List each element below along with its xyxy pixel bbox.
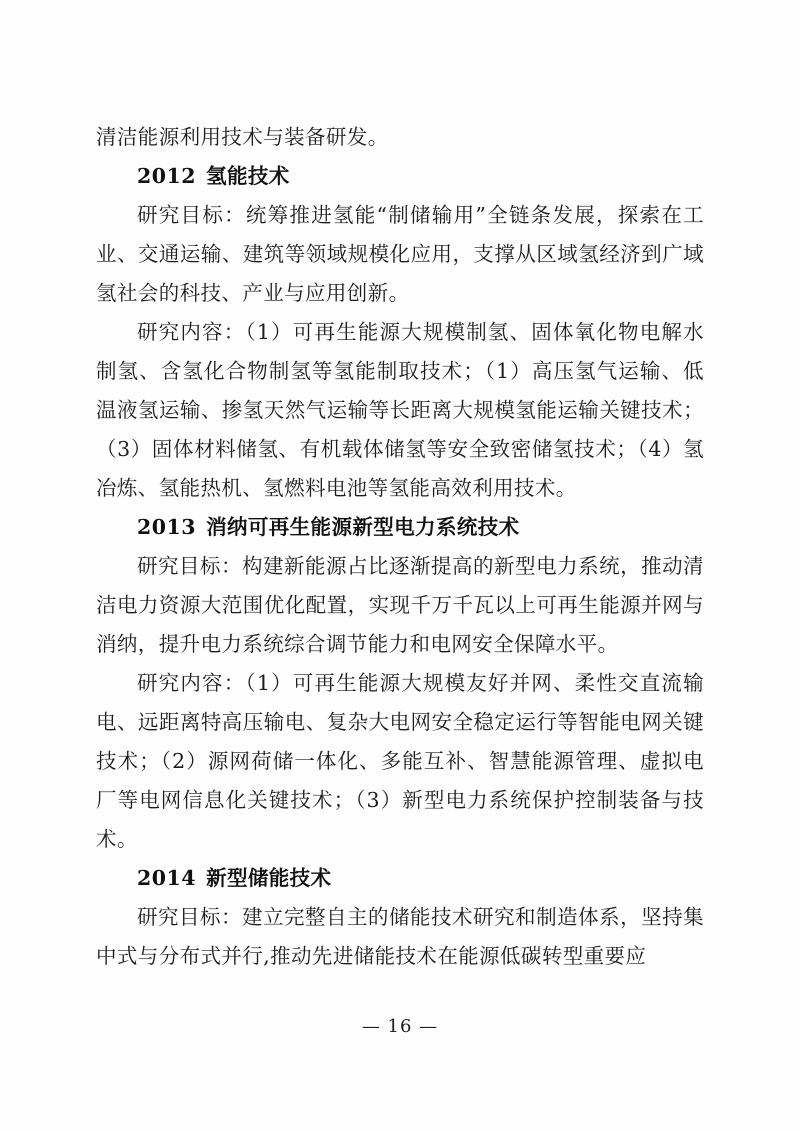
research-goal-2014: 研究目标：建立完整自主的储能技术研究和制造体系，坚持集中式与分布式并行,推动先进储能技术在能源低碳转型重要应 (96, 905, 704, 968)
section-title: 消纳可再生能源新型电力系统技术 (206, 515, 520, 539)
page-content (96, 118, 704, 976)
research-goal-2013: 研究目标：构建新能源占比逐渐提高的新型电力系统，推动清洁电力资源大范围优化配置，实现千万千瓦以上可再生能源并网与消纳，提升电力系统综合调节能力和电网安全保障水平。 (96, 554, 704, 656)
section-heading-2014 (96, 859, 704, 898)
section-title: 氢能技术 (206, 164, 290, 188)
research-content-2012: 研究内容：（1）可再生能源大规模制氢、固体氧化物电解水制氢、含氢化合物制氢等氢能制取技术；（1）高压氢气运输、低温液氢运输、掺氢天然气运输等长距离大规模氢能运输关键技术；（3）固体材料储氢、有机载体储氢等安全致密储氢技术；（4）氢冶炼、氢能热机、氢燃料电池等氢能高效利用技术。 (96, 320, 704, 500)
research-goal-2012: 研究目标：统筹推进氢能“制储输用”全链条发展，探索在工业、交通运输、建筑等领域规模化应用，支撑从区域氢经济到广域氢社会的科技、产业与应用创新。 (96, 203, 704, 305)
research-content-2013: 研究内容：（1）可再生能源大规模友好并网、柔性交直流输电、远距离特高压输电、复杂大电网安全稳定运行等智能电网关键技术；（2）源网荷储一体化、多能互补、智慧能源管理、虚拟电厂等电网信息化关键技术；（3）新型电力系统保护控制装备与技术。 (96, 671, 704, 851)
section-number: 2012 (137, 164, 197, 188)
paragraph-continuation: 清洁能源利用技术与装备研发。 (96, 125, 389, 149)
section-number: 2013 (137, 515, 197, 539)
section-heading-2012 (96, 157, 704, 196)
section-heading-2013 (96, 508, 704, 547)
section-number: 2014 (137, 866, 197, 890)
section-title: 新型储能技术 (206, 866, 332, 890)
page-number: — 16 — (361, 1016, 439, 1037)
